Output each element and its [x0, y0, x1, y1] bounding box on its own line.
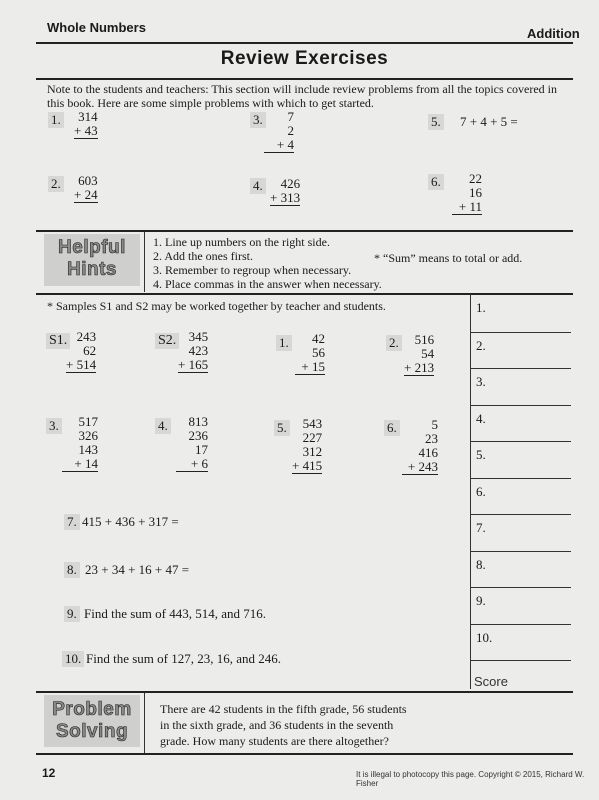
problem-line: + 514: [66, 357, 97, 372]
review-6-problem: [452, 172, 482, 215]
problem-line: + 165: [178, 357, 209, 372]
hint-item: 1. Line up numbers on the right side.: [153, 235, 330, 249]
problem-line: 62: [83, 343, 97, 358]
problem-line: 416: [418, 445, 438, 460]
hints-divider: [144, 232, 145, 292]
review-6-line: 16: [469, 185, 482, 200]
review-1-problem: [74, 110, 98, 139]
score-label: Score: [474, 674, 508, 689]
review-4-line: 426: [280, 176, 301, 191]
answer-label: 7.: [476, 520, 486, 535]
problem-line: 23: [425, 431, 438, 446]
problem-2: [404, 333, 434, 376]
samples-note: * Samples S1 and S2 may be worked together by teacher and students.: [47, 299, 386, 313]
problem-7-number: 7.: [64, 514, 80, 530]
problem-line: + 14: [62, 457, 98, 472]
review-2-line: + 24: [74, 187, 98, 202]
problem-10: Find the sum of 127, 23, 16, and 246.: [86, 651, 281, 666]
header-section: Addition: [527, 26, 580, 41]
problem-line: 227: [302, 430, 323, 445]
review-3-line: 2: [287, 123, 294, 138]
problem-9-number: 9.: [64, 606, 80, 622]
answer-row: [470, 587, 571, 625]
review-1-line: + 43: [74, 123, 98, 138]
problem-line: 236: [188, 428, 208, 443]
sample-s1-problem: [66, 330, 96, 373]
problem-line: 42: [312, 331, 325, 346]
problem-line: + 213: [404, 360, 435, 375]
answer-row: [470, 478, 571, 515]
header-rule: [36, 42, 573, 44]
problem-line: + 6: [176, 457, 208, 472]
problem-3: [62, 415, 98, 472]
answer-row: [470, 441, 571, 479]
problem-line: 813: [188, 414, 208, 429]
answer-row: [470, 624, 571, 661]
hints-logo-line: Helpful: [58, 237, 126, 258]
answer-label: 1.: [476, 300, 486, 315]
sum-note: * “Sum” means to total or add.: [374, 251, 523, 265]
problem-line: 517: [78, 414, 98, 429]
problem-9: Find the sum of 443, 514, and 716.: [84, 606, 266, 621]
answer-label: 9.: [476, 593, 486, 608]
sample-s1-number: S1.: [46, 333, 70, 349]
problem-line: 312: [302, 444, 323, 459]
problem-line: 143: [78, 442, 98, 457]
review-5-number: 5.: [428, 114, 444, 130]
problem-8-number: 8.: [64, 562, 80, 578]
review-3-line: + 4: [264, 138, 294, 153]
problem-solving-text: There are 42 students in the fifth grade, 56 students in the sixth grade, and 36 students in the seventh grade. How many students are there altogether?: [160, 702, 407, 748]
problem-6: [402, 418, 438, 475]
problem-line: + 243: [402, 460, 438, 475]
problem-4: [176, 415, 208, 472]
sample-s2-number: S2.: [155, 333, 179, 349]
hints-logo-line: Hints: [67, 259, 117, 280]
sample-s2-problem: [178, 330, 208, 373]
hints-list: [153, 235, 382, 291]
review-4-problem: [270, 177, 300, 206]
answer-label: 3.: [476, 374, 486, 389]
problem-solving-logo: [44, 699, 140, 743]
review-3-line: 7: [287, 109, 294, 124]
problem-1-number: 1.: [276, 335, 292, 351]
helpful-hints-logo: [44, 237, 140, 281]
problem-line: 516: [414, 332, 435, 347]
review-6-line: 22: [469, 171, 482, 186]
answer-label: 8.: [476, 557, 486, 572]
problem-line: 423: [188, 343, 209, 358]
problem-line: 54: [421, 346, 435, 361]
problem-line: + 15: [295, 360, 325, 375]
problem-line: 5: [431, 417, 438, 432]
title-rule: [36, 78, 573, 80]
review-2-number: 2.: [48, 176, 64, 192]
header-topic: Whole Numbers: [47, 20, 146, 35]
hint-item: 4. Place commas in the answer when necessary.: [153, 277, 382, 291]
problem-10-number: 10.: [62, 651, 84, 667]
problem-line: 56: [312, 345, 325, 360]
answer-row: [470, 332, 571, 369]
review-6-line: + 11: [452, 200, 482, 215]
hints-top-rule: [36, 230, 573, 232]
answer-label: 4.: [476, 411, 486, 426]
hint-item: 2. Add the ones first.: [153, 249, 253, 263]
intro-note: Note to the students and teachers: This section will include review problems from all the topics covered in this book. Here are some simple problems with which to get started.: [47, 82, 557, 110]
answer-label: 2.: [476, 338, 486, 353]
review-4-line: + 313: [270, 190, 301, 205]
problem-line: 326: [78, 428, 98, 443]
review-4-number: 4.: [250, 178, 266, 194]
problem-line: 543: [302, 416, 323, 431]
copyright-notice: It is illegal to photocopy this page. Copyright © 2015, Richard W. Fisher: [356, 770, 585, 788]
page-number: 12: [42, 766, 56, 780]
problem-line: + 415: [292, 458, 323, 473]
problem-1: [295, 332, 325, 375]
answer-row: [470, 294, 571, 333]
problem-solving-top-rule: [36, 691, 573, 693]
answer-label: 10.: [476, 630, 493, 645]
answer-row: [470, 551, 571, 588]
review-5-problem: 7 + 4 + 5 =: [460, 114, 518, 129]
hint-item: 3. Remember to regroup when necessary.: [153, 263, 352, 277]
problem-6-number: 6.: [384, 420, 400, 436]
answer-label: 6.: [476, 484, 486, 499]
problem-4-number: 4.: [155, 418, 171, 434]
problem-line: 17: [195, 442, 208, 457]
answer-row: [470, 368, 571, 406]
answer-label: 5.: [476, 447, 486, 462]
problem-solving-bottom-rule: [36, 753, 573, 755]
problem-line: 345: [188, 329, 209, 344]
problem-solving-divider: [144, 693, 145, 753]
problem-5: [292, 417, 322, 474]
problem-3-number: 3.: [46, 418, 62, 434]
answer-row: [470, 405, 571, 442]
problem-line: 243: [76, 329, 97, 344]
review-1-number: 1.: [48, 112, 64, 128]
ps-logo-line: Solving: [55, 721, 129, 742]
review-3-problem: [264, 110, 294, 153]
problem-7: 415 + 436 + 317 =: [82, 514, 179, 529]
problem-2-number: 2.: [386, 335, 402, 351]
answer-row: [470, 514, 571, 552]
problem-5-number: 5.: [274, 420, 290, 436]
review-3-number: 3.: [250, 112, 266, 128]
review-1-line: 314: [78, 109, 98, 124]
review-2-line: 603: [78, 173, 98, 188]
page-title: Review Exercises: [220, 48, 389, 69]
problem-8: 23 + 34 + 16 + 47 =: [85, 562, 190, 577]
review-6-number: 6.: [428, 174, 444, 190]
review-2-problem: [74, 174, 98, 203]
ps-logo-line: Problem: [52, 699, 132, 720]
